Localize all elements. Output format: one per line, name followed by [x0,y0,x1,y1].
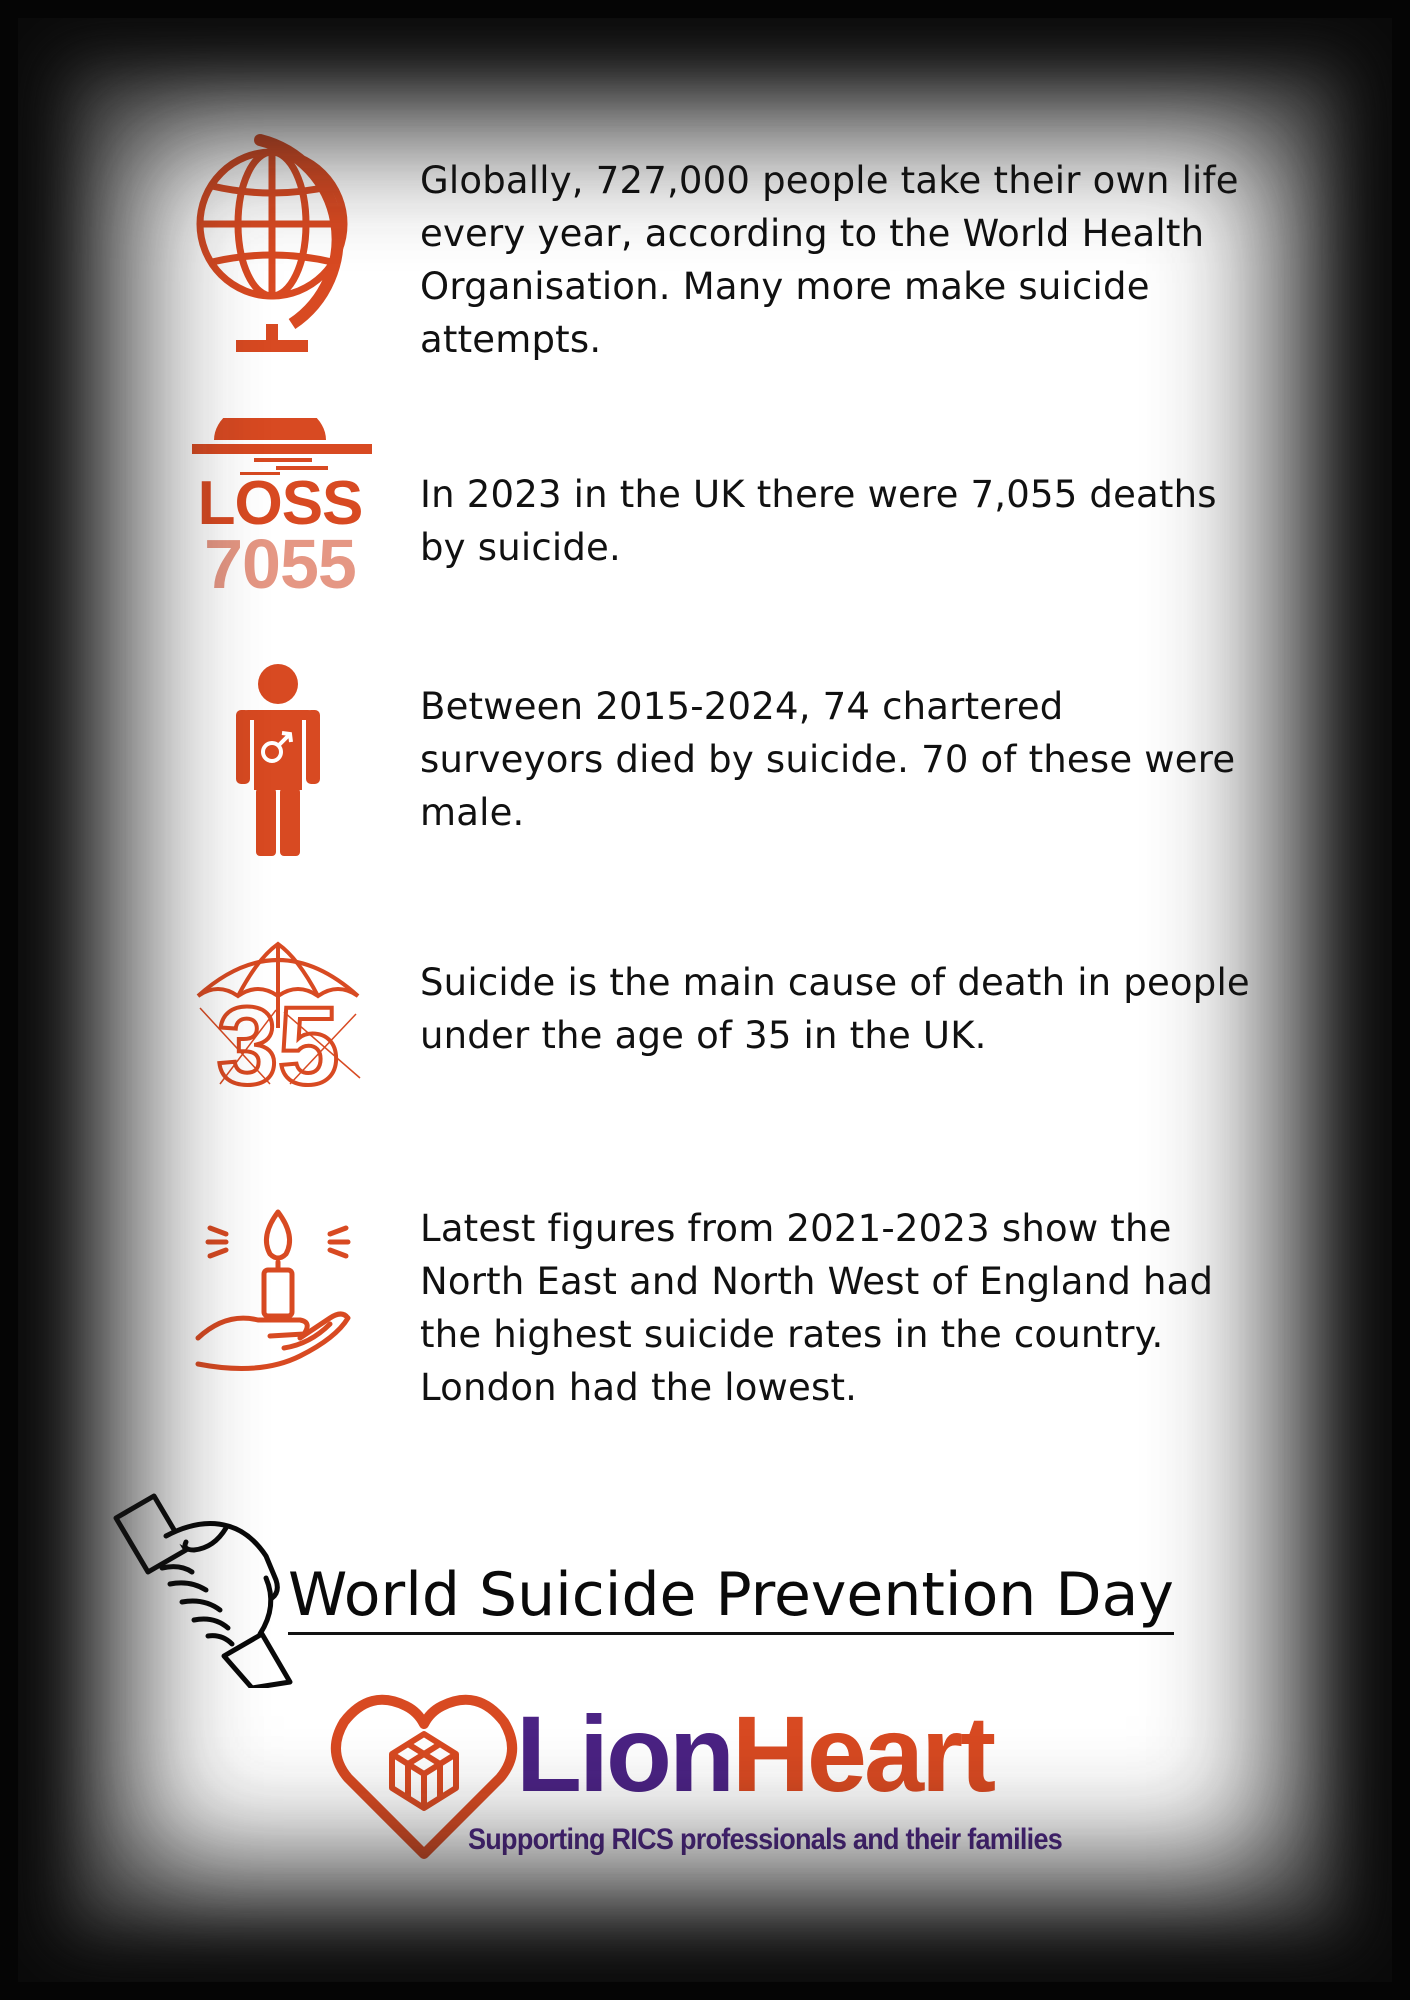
lionheart-logo [330,1692,1130,1872]
fact-candle-text: Latest figures from 2021-2023 show the North East and North West of England had the highest suicide rates in the country. London had the lowest. [420,1207,1214,1409]
loss-icon-number: 7055 [204,525,356,598]
brand-word-heart: Heart [731,1693,994,1814]
handshake-icon [110,1488,300,1688]
fact-candle [180,1202,1280,1409]
campaign-title: World Suicide Prevention Day [288,1560,1174,1635]
fact-umbrella-text: Suicide is the main cause of death in people under the age of 35 in the UK. [420,961,1250,1057]
loss-icon-word: LOSS [197,469,363,538]
fact-male-text: Between 2015-2024, 74 chartered surveyors died by suicide. 70 of these were male. [420,685,1236,834]
umbrella-icon-number: 35 [216,985,340,1098]
umbrella-35-icon [180,938,380,1098]
fact-male [180,660,1280,860]
lionheart-tagline: Supporting RICS professionals and their families [468,1823,1063,1856]
fact-loss [180,418,1280,598]
male-figure-icon [180,660,380,860]
brand-word-lion: Lion [516,1693,732,1814]
fact-loss-text: In 2023 in the UK there were 7,055 deaths by suicide. [420,473,1217,569]
candle-hand-icon [180,1202,380,1402]
lionheart-wordmark [516,1692,993,1816]
campaign-banner [110,1488,1290,1688]
fact-globe-text: Globally, 727,000 people take their own life every year, according to the World Health Organisation. Many more make suicide attempts. [420,159,1239,361]
loss-7055-icon [180,418,380,598]
fact-umbrella [180,938,1280,1098]
fact-globe [180,128,1280,368]
globe-icon [180,128,380,368]
